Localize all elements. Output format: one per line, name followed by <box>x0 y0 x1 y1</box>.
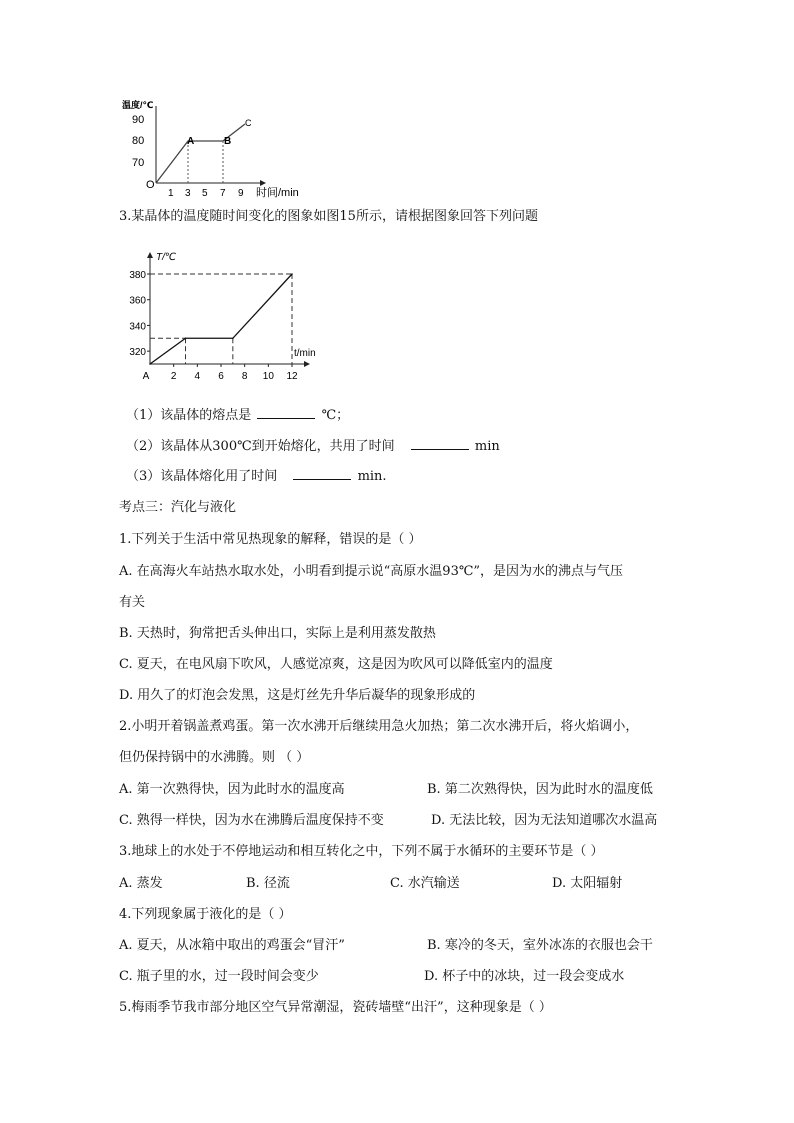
q2-option-c: C. 熟得一样快，因为水在沸腾后温度保持不变 <box>119 813 384 828</box>
q4-option-d: D. 杯子中的冰块，过一段会变成水 <box>424 969 625 984</box>
q2-stem-cont: 但仍保持锅中的水沸腾。则 （ ） <box>119 750 310 765</box>
q3-option-b: B. 径流 <box>246 876 290 891</box>
y-tick-label: 380 <box>129 270 146 281</box>
crystal-heating-chart <box>120 252 330 382</box>
chart1-curve <box>156 124 245 183</box>
q4-option-c: C. 瓶子里的水，过一段时间会变少 <box>119 969 319 984</box>
chart1-ylabel: 温度/℃ <box>122 100 154 110</box>
q1-option-a: A. 在高海火车站热水取水处，小明看到提示说“高原水温93℃”，是因为水的沸点与气压 <box>119 564 624 579</box>
chart1-ytick: 70 <box>132 157 145 169</box>
answer-blank-2[interactable] <box>411 437 469 450</box>
q5-stem: 5.梅雨季节我市部分地区空气异常潮湿，瓷砖墙壁“出汗”，这种现象是（ ） <box>119 1000 552 1015</box>
x-axis-label: t/min <box>294 348 316 359</box>
sub-question-1-text: （1）该晶体的熔点是 <box>126 408 252 423</box>
x-tick-label: 10 <box>262 371 274 382</box>
x-tick-label: 12 <box>286 371 298 382</box>
q4-stem: 4.下列现象属于液化的是（ ） <box>119 907 292 922</box>
chart1-point-label: C <box>245 118 252 128</box>
x-tick-label: 8 <box>241 371 248 382</box>
section-heading: 考点三：汽化与液化 <box>119 500 237 515</box>
q3-option-c: C. 水汽输送 <box>390 876 460 891</box>
y-axis-arrow <box>147 252 153 258</box>
q3-option-a: A. 蒸发 <box>119 876 163 891</box>
y-axis-label: T/℃ <box>156 252 177 263</box>
chart1-x-arrow <box>260 180 266 186</box>
question-3-title: 3.某晶体的温度随时间变化的图象如图15所示，请根据图象回答下列问题 <box>119 209 538 224</box>
chart1-xtick: 7 <box>220 188 226 198</box>
chart1-ytick: 80 <box>132 135 145 147</box>
x-tick-label: 2 <box>170 371 177 382</box>
sub-question-3 <box>126 467 387 486</box>
origin-label: A <box>142 371 150 382</box>
q3-option-d: D. 太阳辐射 <box>552 876 623 891</box>
q3-stem: 3.地球上的水处于不停地运动和相互转化之中，下列不属于水循环的主要环节是（ ） <box>119 844 604 859</box>
q2-option-b: B. 第二次熟得快，因为此时水的温度低 <box>427 782 653 797</box>
temperature-time-chart-1 <box>118 98 338 198</box>
x-tick-label: 6 <box>218 371 224 382</box>
answer-blank-1[interactable] <box>257 406 315 419</box>
x-tick-label: 4 <box>194 371 201 382</box>
x-axis-arrow <box>304 361 310 367</box>
q2-option-d: D. 无法比较，因为无法知道哪次水温高 <box>431 813 658 828</box>
q2-option-a: A. 第一次熟得快，因为此时水的温度高 <box>119 782 345 797</box>
q1-option-a-cont: 有关 <box>119 595 146 610</box>
q4-option-b: B. 寒冷的冬天，室外冰冻的衣服也会干 <box>427 938 653 953</box>
answer-blank-3[interactable] <box>293 467 351 480</box>
q4-option-a: A. 夏天，从冰箱中取出的鸡蛋会“冒汗” <box>119 938 345 953</box>
data-point <box>185 337 187 339</box>
heating-curve <box>150 274 292 364</box>
q1-option-d: D. 用久了的灯泡会发黑，这是灯丝先升华后凝华的现象形成的 <box>119 688 476 703</box>
sub-question-2 <box>126 437 500 456</box>
data-point <box>291 273 293 275</box>
chart1-xlabel: 时间/min <box>256 187 299 198</box>
sub-question-3-unit: min. <box>357 469 387 484</box>
y-tick-label: 340 <box>129 321 146 333</box>
sub-question-1-unit: ℃； <box>321 408 350 423</box>
chart1-xtick: 1 <box>168 188 174 198</box>
data-point <box>149 363 151 365</box>
sub-question-1 <box>126 406 349 425</box>
chart1-origin: O <box>146 179 155 191</box>
y-tick-label: 320 <box>129 347 146 359</box>
y-tick-label: 360 <box>129 295 146 307</box>
sub-question-2-unit: min <box>474 439 500 454</box>
q1-stem: 1.下列关于生活中常见热现象的解释，错误的是（ ） <box>119 532 422 547</box>
q1-option-b: B. 天热时，狗常把舌头伸出口，实际上是利用蒸发散热 <box>119 626 436 641</box>
q1-option-c: C. 夏天，在电风扇下吹风，人感觉凉爽，这是因为吹风可以降低室内的温度 <box>119 657 553 672</box>
chart1-xtick: 9 <box>238 188 244 198</box>
chart1-xtick: 3 <box>185 188 191 198</box>
chart1-xtick: 5 <box>202 188 208 198</box>
q2-stem: 2.小明开着锅盖煮鸡蛋。第一次水沸开后继续用急火加热；第二次水沸开后，将火焰调小， <box>119 719 639 734</box>
chart1-point-label: A <box>187 136 195 147</box>
sub-question-3-text: （3）该晶体熔化用了时间 <box>126 469 278 484</box>
sub-question-2-text: （2）该晶体从300℃到开始熔化，共用了时间 <box>126 439 395 454</box>
chart1-point-label: B <box>224 136 232 147</box>
data-point <box>232 337 234 339</box>
chart1-ytick: 90 <box>132 114 145 126</box>
